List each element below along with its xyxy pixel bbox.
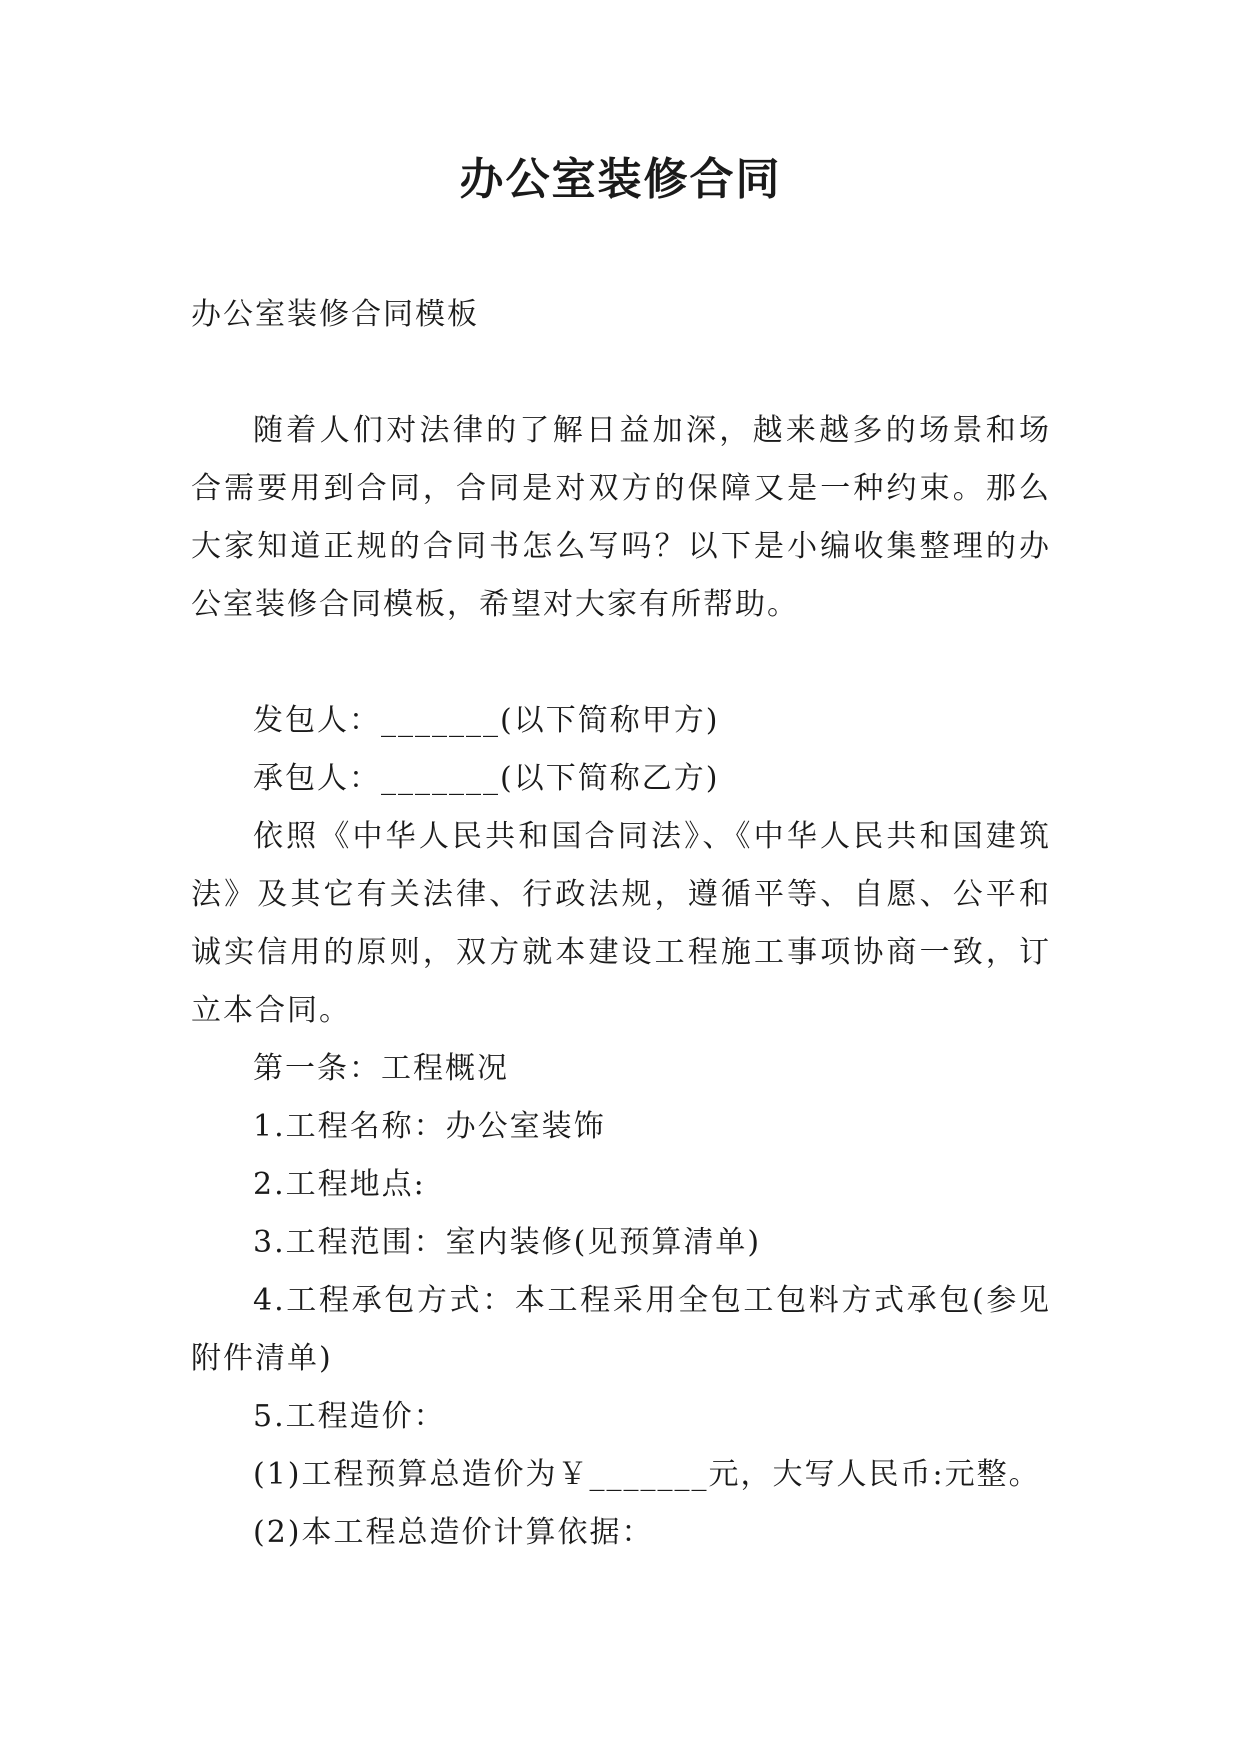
party-a-line: 发包人：_______(以下简称甲方)	[253, 703, 720, 738]
document-subtitle: 办公室装修合同模板	[191, 297, 479, 332]
legal-basis-paragraph: 依照《中华人民共和国合同法》、《中华人民共和国建筑法》及其它有关法律、行政法规，遵循平等、自愿、公平和诚实信用的原则，双方就本建设工程施工事项协商一致，订立本合同。	[191, 819, 1051, 1028]
document-title: 办公室装修合同	[459, 154, 782, 205]
budget-total-item: (1)工程预算总造价为￥_______元，大写人民币:元整。	[253, 1457, 1041, 1492]
contract-method-item: 4.工程承包方式：本工程采用全包工包料方式承包(参见附件清单)	[191, 1283, 1051, 1376]
article-1-heading: 第一条：工程概况	[253, 1051, 509, 1086]
project-location-item: 2.工程地点:	[253, 1167, 426, 1202]
spacer	[191, 344, 1051, 402]
project-scope-item: 3.工程范围：室内装修(见预算清单)	[253, 1225, 762, 1260]
document-body	[191, 286, 1051, 1562]
spacer	[191, 634, 1051, 692]
project-cost-item: 5.工程造价：	[253, 1399, 446, 1434]
party-b-line: 承包人：_______(以下简称乙方)	[253, 761, 720, 796]
cost-basis-item: (2)本工程总造价计算依据：	[253, 1515, 654, 1550]
project-name-item: 1.工程名称：办公室装饰	[253, 1109, 606, 1144]
intro-paragraph: 随着人们对法律的了解日益加深，越来越多的场景和场合需要用到合同，合同是对双方的保障又是一种约束。那么大家知道正规的合同书怎么写吗？以下是小编收集整理的办公室装修合同模板，希望对大家有所帮助。	[191, 413, 1051, 622]
